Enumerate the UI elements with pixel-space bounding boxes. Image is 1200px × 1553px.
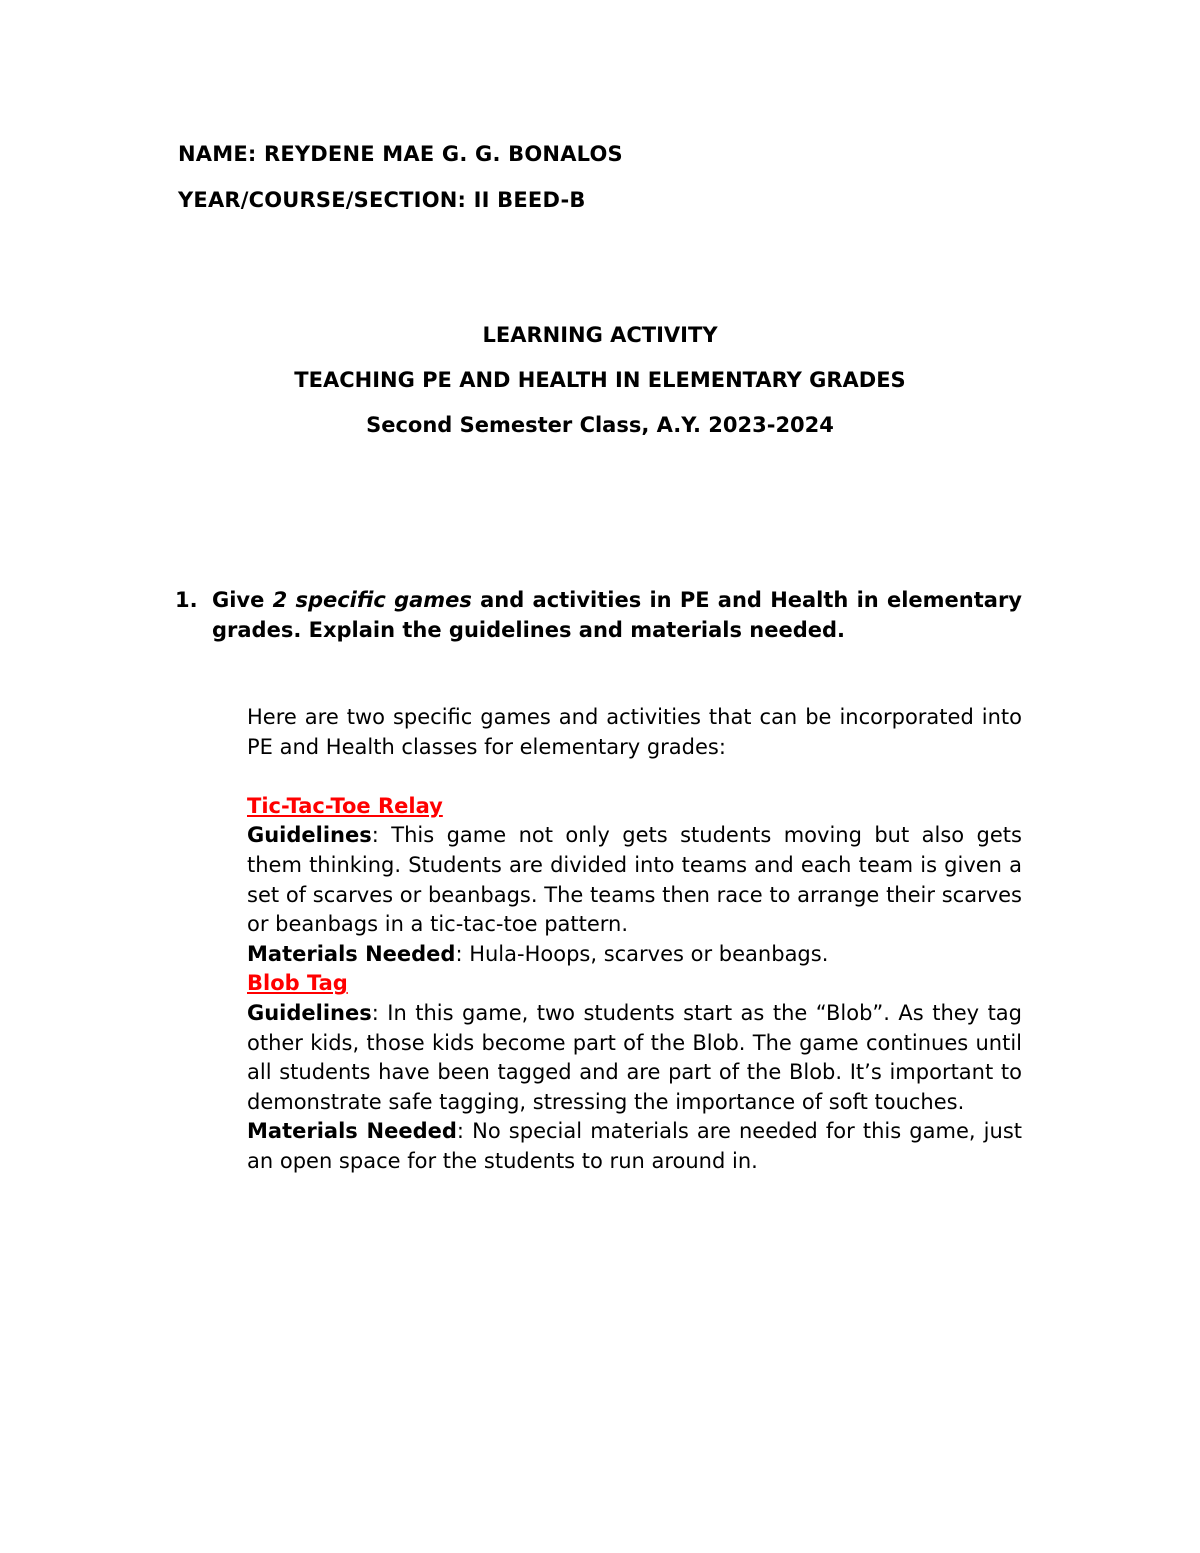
guidelines-text: : This game not only gets students moving but also gets them thinking. Students are divided into teams and each team is given a set of scarves or beanbags. The teams then race to arrange their scarves or beanbags in a tic-tac-toe pattern. xyxy=(247,823,1022,937)
game-title: Tic-Tac-Toe Relay xyxy=(247,793,443,818)
game-materials xyxy=(247,940,1022,970)
materials-text: : Hula-Hoops, scarves or beanbags. xyxy=(455,941,829,966)
guidelines-label: Guidelines xyxy=(247,1000,372,1025)
game-guidelines xyxy=(247,821,1022,939)
course-title: TEACHING PE AND HEALTH IN ELEMENTARY GRADES xyxy=(294,368,906,392)
activity-title: LEARNING ACTIVITY xyxy=(482,323,718,347)
question-item xyxy=(175,585,1022,645)
student-name: NAME: REYDENE MAE G. G. BONALOS xyxy=(178,142,623,166)
guidelines-label: Guidelines xyxy=(247,823,372,848)
game-title: Blob Tag xyxy=(247,971,348,996)
game-materials xyxy=(247,1117,1022,1176)
materials-label: Materials Needed xyxy=(247,941,456,966)
game-guidelines xyxy=(247,999,1022,1117)
materials-label: Materials Needed xyxy=(247,1119,457,1144)
question-number: 1. xyxy=(175,588,198,612)
guidelines-text: : In this game, two students start as the “Blob”. As they tag other kids, those kids become part of the Blob. The game continues until all students have been tagged and are part of the Blob. It’s important to demonstrate safe tagging, stressing the importance of soft touches. xyxy=(247,1000,1022,1114)
answer-intro: Here are two specific games and activities that can be incorporated into PE and Health classes for elementary grades: xyxy=(247,705,1022,759)
question-text-end: and activities in PE and Health in elementary grades. Explain the guidelines and materials needed. xyxy=(212,588,1022,642)
semester-line: Second Semester Class, A.Y. 2023-2024 xyxy=(366,413,834,437)
question-text-start: Give xyxy=(212,588,273,612)
year-course-section: YEAR/COURSE/SECTION: II BEED-B xyxy=(178,188,586,212)
materials-text: : No special materials are needed for this game, just an open space for the students to run around in. xyxy=(247,1119,1022,1173)
question-text xyxy=(212,585,1022,645)
question-emphasis: 2 specific games xyxy=(272,588,472,612)
spacer xyxy=(247,762,1022,792)
answer-block xyxy=(247,703,1022,1177)
